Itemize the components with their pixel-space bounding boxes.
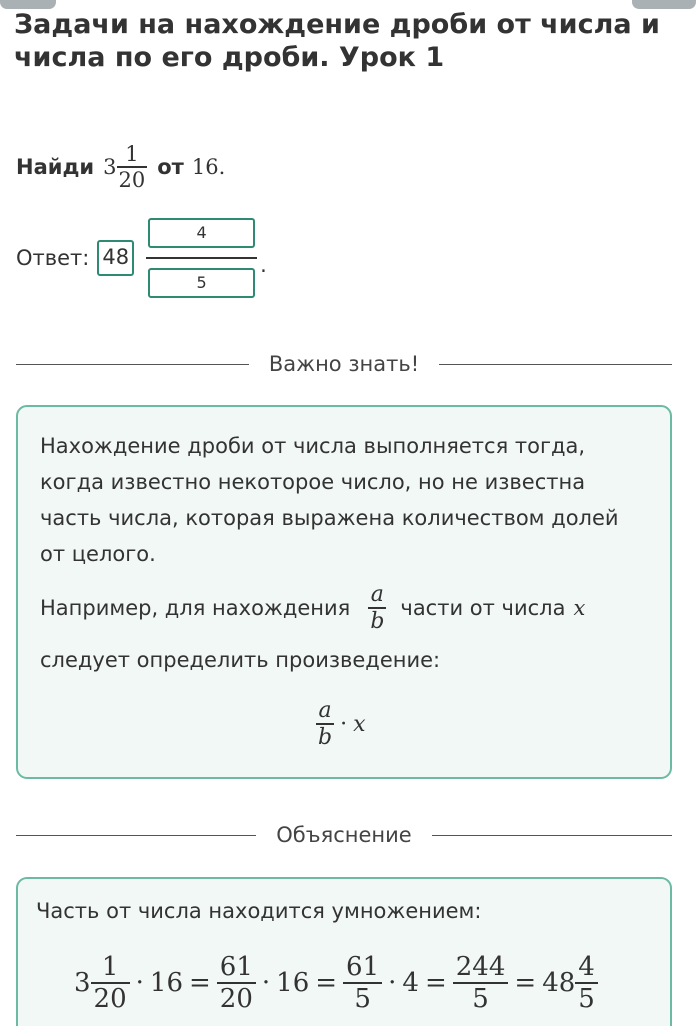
calc-fraction-3 <box>343 952 382 1015</box>
task-label: Найди <box>16 155 95 179</box>
calc-eq-3: = <box>424 968 447 998</box>
calc-whole-5: 48 <box>542 968 576 998</box>
task-denominator: 20 <box>118 167 146 192</box>
calc-fraction-5 <box>575 952 598 1015</box>
example-fraction <box>368 582 386 634</box>
example-suffix: части от числа <box>400 596 566 620</box>
calc-eq-4: = <box>514 968 537 998</box>
example-prefix: Например, для нахождения <box>40 596 351 620</box>
formula-b: b <box>318 724 333 750</box>
important-heading: Важно знать! <box>268 352 420 376</box>
example-fraction-b: b <box>370 608 385 634</box>
answer-fraction-bar <box>146 257 257 259</box>
calc-num-4: 244 <box>455 951 506 982</box>
divider-line-right <box>439 364 672 365</box>
page-title: Задачи на нахождение дроби от числа и числа по его дроби. Урок 1 <box>14 9 660 73</box>
answer-period: . <box>260 252 267 277</box>
calc-num-3: 61 <box>346 951 380 982</box>
answer-label: Ответ: <box>16 245 90 270</box>
task-statement <box>16 131 225 203</box>
answer-row <box>16 215 267 300</box>
task-numerator: 1 <box>125 142 139 167</box>
answer-numerator-input[interactable]: 4 <box>148 218 255 248</box>
calc-dot-2: · <box>261 968 271 998</box>
formula-x: x <box>353 711 366 737</box>
task-whole: 3 <box>103 155 117 179</box>
calc-fraction-1 <box>91 952 130 1015</box>
product-formula <box>316 684 366 764</box>
explanation-card <box>16 877 672 1026</box>
task-fraction <box>117 142 148 192</box>
important-divider <box>16 349 672 379</box>
formula-fraction <box>316 698 334 750</box>
explanation-heading: Объяснение <box>276 823 412 847</box>
example-fraction-a: a <box>370 581 384 607</box>
calc-whole-1: 3 <box>74 968 91 998</box>
calc-dot-1: · <box>135 968 144 998</box>
calc-den-3: 5 <box>354 983 371 1014</box>
answer-denominator-input[interactable]: 5 <box>148 268 255 298</box>
explanation-divider <box>16 820 672 850</box>
calc-sixteen-1: 16 <box>149 968 183 998</box>
calc-eq-2: = <box>315 968 338 998</box>
example-var-x: x <box>573 596 586 620</box>
formula-a: a <box>318 697 332 723</box>
calc-fraction-2 <box>217 952 256 1015</box>
task-period: . <box>218 155 226 179</box>
divider-line-right <box>432 835 672 836</box>
formula-dot: · <box>340 711 348 737</box>
task-number: 16 <box>191 155 219 179</box>
answer-fraction <box>146 218 257 298</box>
calc-num-5: 4 <box>578 951 595 982</box>
calc-four: 4 <box>402 968 419 998</box>
divider-line-left <box>16 364 249 365</box>
example-line <box>40 571 585 645</box>
task-of-word: от <box>157 155 184 179</box>
answer-whole-input[interactable]: 48 <box>97 240 134 276</box>
calc-sixteen-2: 16 <box>276 968 310 998</box>
explanation-text: Часть от числа находится умножением: <box>36 899 482 923</box>
explanation-calculation <box>74 941 598 1025</box>
important-paragraph: Нахождение дроби от числа выполняется тогда, когда известно некоторое число, но не известна часть числа, которая выражена количеством долей от целого. <box>40 434 619 566</box>
important-card <box>16 405 672 779</box>
calc-num-1: 1 <box>101 951 119 982</box>
calc-num-2: 61 <box>219 951 253 982</box>
calc-den-2: 20 <box>219 983 253 1014</box>
calc-fraction-4 <box>453 952 509 1015</box>
divider-line-left <box>16 835 256 836</box>
product-line: следует определить произведение: <box>40 648 441 672</box>
calc-dot-3: · <box>388 968 397 998</box>
calc-den-5: 5 <box>578 983 595 1014</box>
calc-den-4: 5 <box>472 983 489 1014</box>
calc-eq-1: = <box>189 968 211 998</box>
calc-den-1: 20 <box>93 983 127 1014</box>
